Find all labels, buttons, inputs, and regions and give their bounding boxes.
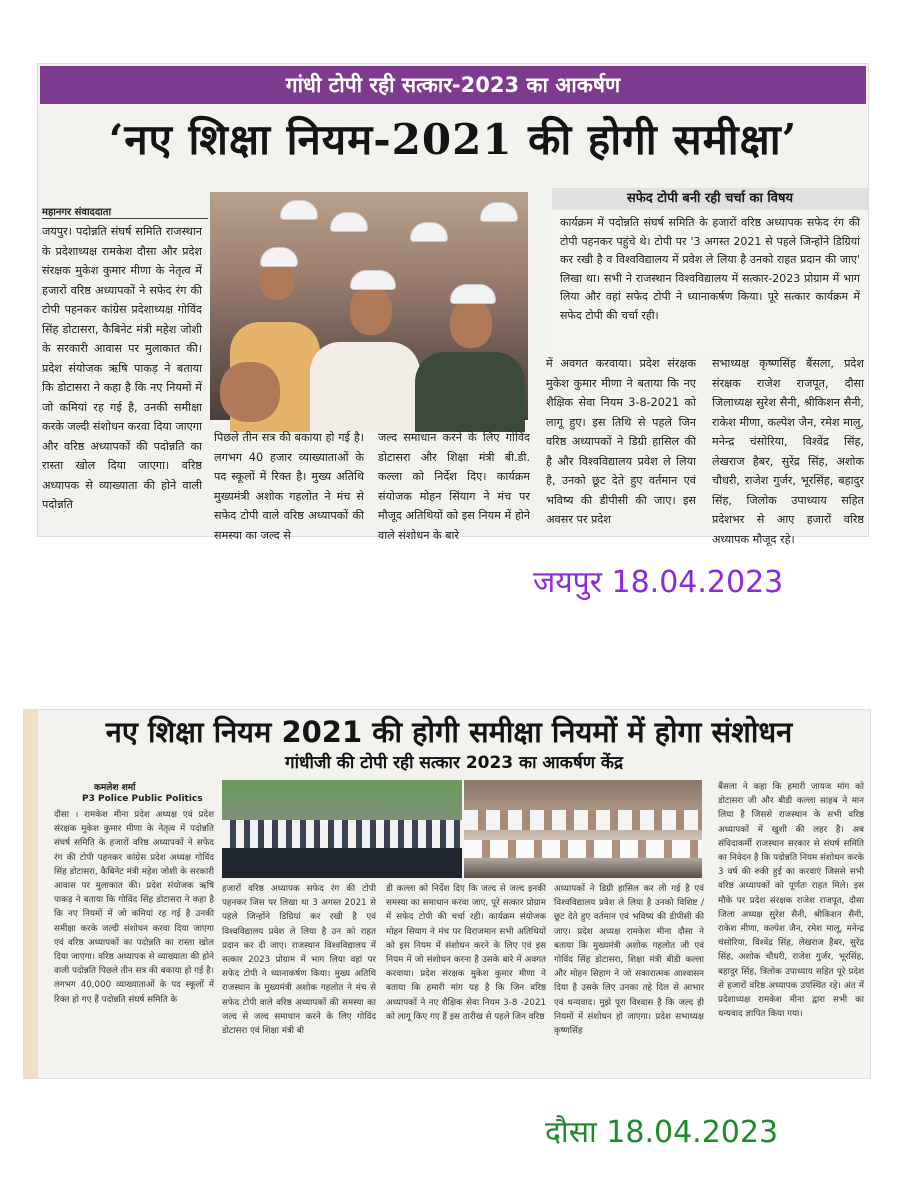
article2-column-3: डी कल्ला को निर्देश दिए कि जल्द से जल्द इनकी समस्या का समाधान करवा जाए, पूरे सत्कार प्रोग्राम में सफेद टोपी की चर्चा रही। कार्यक्रम संयोजक मोहन सियाग ने मंच पर विराजमान सभी अतिथियों को इस नियम में संशोधन करने के लिए एवं इस नियम में जो संशोधन करना है उसके बारे में अवगत करवाया। प्रदेश संरक्षक मुकेश कुमार मीणा ने बताया कि हमारी मांग यह है कि जिन वरिष्ठ अध्यापकों ने नए शैक्षिक सेवा नियम 3-8 -2021 को लागू किए गए हैं इस तारीख से पहले जिन वरिष्ठ <box>386 884 546 1022</box>
white-cap <box>350 270 396 290</box>
article-column-3: जल्द समाधान करने के लिए गोविंद डोटासरा और शिक्षा मंत्री बी.डी. कल्ला को निर्देश दिए। कार्यक्रम संयोजक मोहन सिंयाग ने मंच पर मौजूद अतिथियों को इस नियम में होने वाले संशोधन के बारे <box>378 431 530 542</box>
person-face <box>450 300 492 348</box>
date-caption-jaipur: जयपुर 18.04.2023 <box>533 565 784 600</box>
people-row-dark <box>222 848 462 878</box>
sidebar-title: सफेद टोपी बनी रही चर्चा का विषय <box>552 188 868 210</box>
date-caption-dausa: दौसा 18.04.2023 <box>545 1115 779 1150</box>
person-face <box>260 262 294 300</box>
main-headline-2: नए शिक्षा नियम 2021 की होगी समीक्षा नियमों में होगा संशोधन <box>105 715 793 749</box>
sidebar-text: कार्यक्रम में पदोन्नति संघर्ष समिति के हजारों वरिष्ठ अध्यापक सफेद रंग की टोपी पहनकर पहुंचे थे। टोपी पर '3 अगस्त 2021 से पहले जिन्होंने डिग्रियां कर रखी है व विश्वविद्यालय में प्रवेश ले लिया है उनको राहत प्रदान की जाए' लिखा था। सभी ने राजस्थान विश्वविद्यालय में सत्कार-2023 प्रोग्राम में भाग लिया और वहां सफेद टोपी ने ध्यानाकर्षण किया। पूरे सत्कार कार्यक्रम में सफेद टोपी की चर्चा रही। <box>560 216 860 322</box>
person-shirt <box>310 342 420 432</box>
article2-column-1: दौसा । रामकेश मीना प्रदेश अध्यक्ष एवं प्रदेश संरक्षक मुकेश कुमार मीणा के नेतृत्व में पदोन्नति संघर्ष समिति के हजारों वरिष्ठ अध्यापकों ने सफेद रंग की टोपी पहनकर कांग्रेस प्रदेश अध्यक्ष गोविंद सिंह डोटासरा, कैबिनेट मंत्री महेश जोशी के सरकारी आवास पर मुलाकात की। प्रदेश संयोजक ऋषि पाकड़ ने बताया कि गोविंद सिंह डोटासरा ने कहा है कि नए नियमों में जो कमियां रह गई है उनकी समीक्षा करके जल्दी संशोधन करवा दिया जाएगा एवं वरिष्ठ अध्यापकों का पदोन्नति का रास्ता खोल दिया जाएगा। वरिष्ठ अध्यापक से व्याख्याता की होने वाली पदोन्नति पिछले तीन सत्र की बकाया हो गई है। लगभग 40,000 व्याख्याताओं के पद स्कूलों में रिक्त हो गए हैं पदोन्नति संघर्ष समिति के <box>54 810 214 1005</box>
byline-org: P3 Police Public Politics <box>82 794 203 804</box>
people-row <box>222 820 462 848</box>
white-cap <box>330 212 368 232</box>
article-column-1: जयपुर। पदोन्नति संघर्ष समिति राजस्थान के प्रदेशाध्यक्ष रामकेश दौसा और प्रदेश संरक्षक मुकेश कुमार मीणा के नेतृत्व में हजारों वरिष्ठ अध्यापकों ने सफेद रंग की टोपी पहनकर कांग्रेस प्रदेशाध्यक्ष गोविंद सिंह डोटासरा, कैबिनेट मंत्री महेश जोशी के सरकारी आवास पर मुलाकात की। प्रदेश संयोजक ऋषि पाकड़ ने बताया कि डोटासरा ने कहा है कि नए नियमों में जो कमियां रह गई है, उनकी समीक्षा करके जल्दी संशोधन करवा दिया जाएगा और वरिष्ठ अध्यापकों की पदोन्नति का रास्ता खोल दिया जाएगा। वरिष्ठ अध्यापक से व्याख्याता की होने वाली पदोन्नति <box>42 225 202 511</box>
article2-column-5: बैंसला ने कहा कि हमारी जायज मांग को डोटासरा जी और बीडी कल्ला साहब ने मान लिया है जिससे राजस्थान के सभी वरिष्ठ अध्यापकों में खुशी की लहर है। अब संविदाकर्मी राजस्थान सरकार से संघर्ष समिति का निवेदन है कि पदोन्नति नियम संशोधन करके 3 वर्ष की रुकी हुई का करवाएं जिससे सभी वरिष्ठ अध्यापकों को पूर्णतः राहत मिले। इस मौके पर प्रदेश संरक्षक राजेश राजपूत, दौसा जिला अध्यक्ष सुरेश सैनी, श्रीकिशन सैनी, राकेश मीणा, कल्पेश जैन, रमेश मालू, मनेन्द्र चंसोरिया, विश्वेंद्र सिंह, लेखराज हैबर, सुरेंद्र सिंह, अशोक चौधरी, राजेश गुर्जर, भूरसिंह, बहादुर सिंह, त्रिलोक उपाध्याय सहित पूरे प्रदेश से हजारों वरिष्ठ अध्यापक उपस्थित रहे। अंत में प्रदेशाध्यक्ष रामकेश मीना द्वारा सभी का धन्यवाद ज्ञापित किया गया। <box>718 782 864 1020</box>
newspaper-clipping-jaipur <box>38 64 868 546</box>
article2-column-4: अध्यापकों ने डिग्री हासिल कर ली गई है एवं विश्वविद्यालय प्रवेश ले लिया है उनको विशिष्ट /छूट देते हुए वर्तमान एवं भविष्य की डीपीसी की जाए। प्रदेश अध्यक्ष रामकेश मीना दौसा ने बताया कि मुख्यमंत्री अशोक गहलोत जी एवं गोविंद सिंह डोटासरा, शिक्षा मंत्री बीडी कल्ला और मोहन सिहाग ने जो सकारात्मक आश्वासन दिया है उसके लिए उनका तहे दिल से आभार एवं धन्यवाद। मुझे पूरा विश्वास है कि जल्द ही नियमों में संशोधन हो जाएगा। प्रदेश सभाध्यक्ष कृष्णसिंह <box>554 884 704 1037</box>
article-column-4: में अवगत करवाया। प्रदेश संरक्षक मुकेश कुमार मीणा ने बताया कि नए शैक्षिक सेवा नियम 3-8-2021 को लागू हुए। इस तिथि से पहले जिन वरिष्ठ अध्यापकों ने डिग्री हासिल की है और विश्वविद्यालय प्रवेश ले लिया है, उनको छूट देते हुए वर्तमान एवं भविष्य की डीपीसी की जाए। इस अवसर पर प्रदेश <box>546 357 696 526</box>
byline-name: कमलेश शर्मा <box>94 783 136 793</box>
subheadline: गांधीजी की टोपी रही सत्कार 2023 का आकर्षण केंद्र <box>285 753 623 773</box>
white-cap <box>410 222 448 242</box>
white-cap <box>280 200 318 220</box>
main-headline: ‘नए शिक्षा नियम-2021 की होगी समीक्षा’ <box>108 115 798 164</box>
group-photo-outdoor <box>222 780 462 878</box>
article2-column-2: हजारों वरिष्ठ अध्यापक सफेद रंग की टोपी पहनकर जिस पर लिखा था 3 अगस्त 2021 से पहले जिन्होंने डिग्रियां कर रखी है एवं विश्वविद्यालय प्रवेश ले लिया है उन को राहत प्रदान कर दी जाए। राजस्थान विश्वविद्यालय में सत्कार 2023 प्रोग्राम में भाग लिया वहां पर सफेद टोपी ने ध्यानाकर्षण किया। मुख्य अतिथि राजस्थान के मुख्यमंत्री अशोक गहलोत ने मंच से सफेद टोपी वाले वरिष्ठ अध्यापकों की समस्या का जल्द से जल्द समाधान करने के लिए गोविंद डोटासरा एवं शिक्षा मंत्री बी <box>222 884 376 1037</box>
crowd-photo-2 <box>464 780 702 878</box>
top-banner: गांधी टोपी रही सत्कार-2023 का आकर्षण <box>40 66 866 104</box>
white-cap <box>450 284 496 304</box>
person-face <box>350 287 392 335</box>
page-edge-strip <box>24 710 38 1078</box>
byline: महानगर संवाददाता <box>42 204 208 219</box>
white-cap <box>260 247 298 267</box>
article-column-5: सभाध्यक्ष कृष्णसिंह बैंसला, प्रदेश संरक्षक राजेश राजपूत, दौसा जिलाध्यक्ष सुरेश सैनी, श्रीकिशन सैनी, राकेश मीणा, कल्पेश जैन, रमेश मालु, मनेन्द्र चंसोरिया, विश्वेंद्र सिंह, लेखराज हैबर, सुरेंद्र सिंह, अशोक चौधरी, राजेश गुर्जर, भूरसिंह, बहादुर सिंह, जिलोक उपाध्याय सहित प्रदेशभर से आए हजारों वरिष्ठ अध्यापक मौजूद रहे। <box>712 357 864 546</box>
crowd-photo <box>210 192 528 420</box>
white-cap <box>480 202 518 222</box>
article-column-2: पिछले तीन सत्र की बकाया हो गई है। लगभग 40 हजार व्याख्याताओं के पद स्कूलों में रिक्त है। मुख्य अतिथि मुख्यमंत्री अशोक गहलोत ने मंच से सफेद टोपी वाले वरिष्ठ अध्यापकों की समस्या का जल्द से <box>214 431 364 542</box>
person-shirt <box>415 352 525 432</box>
newspaper-clipping-dausa <box>24 710 870 1078</box>
cap-row <box>464 840 702 858</box>
sidebar-box <box>552 188 868 353</box>
cap-row <box>464 810 702 830</box>
person-face <box>220 362 280 422</box>
